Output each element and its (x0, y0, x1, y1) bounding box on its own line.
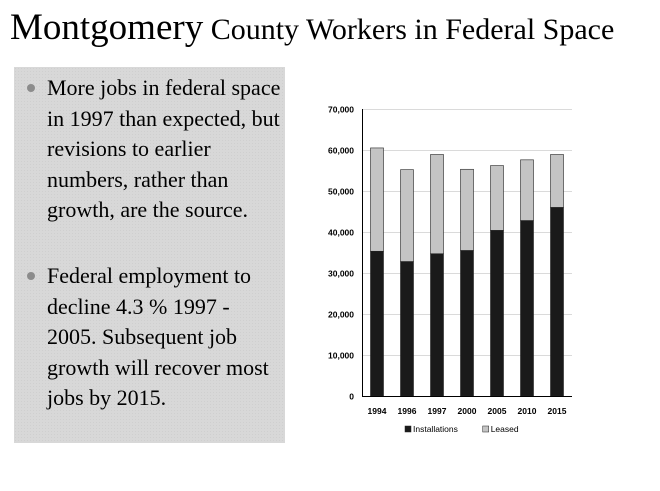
bar-installations-1994 (371, 251, 384, 396)
legend-swatch (405, 426, 411, 432)
x-tick-label: 2005 (487, 406, 507, 416)
bar-installations-2010 (521, 221, 534, 396)
slide-title-main: Montgomery (10, 7, 204, 48)
x-tick-label: 2000 (457, 406, 477, 416)
bar-installations-1997 (431, 254, 444, 396)
bar-installations-1996 (401, 262, 414, 396)
x-tick-label: 1994 (367, 406, 387, 416)
bar-leased-2000 (461, 169, 474, 250)
bar-installations-2000 (461, 250, 474, 396)
bar-leased-1994 (371, 148, 384, 251)
y-tick-label: 60,000 (328, 145, 354, 156)
y-tick-label: 20,000 (328, 309, 354, 320)
slide-title-rest: County Workers in Federal Space (203, 13, 615, 46)
bar-installations-2015 (551, 207, 564, 396)
x-tick-label: 2015 (547, 406, 567, 416)
slide-title (10, 6, 655, 52)
bullet-panel (14, 67, 285, 443)
bullet-text: More jobs in federal space in 1997 than expected, but revisions to earlier numbers, rather than growth, are the source. (47, 75, 281, 222)
y-tick-label: 70,000 (328, 104, 354, 115)
x-axis-tick-labels (368, 406, 567, 416)
x-tick-label: 1997 (427, 406, 447, 416)
bar-leased-1996 (401, 170, 414, 262)
legend-label: Leased (490, 424, 519, 434)
y-axis-tick-labels (328, 105, 354, 402)
bullet-dot-icon (27, 84, 35, 92)
bar-installations-2005 (491, 230, 504, 396)
y-tick-label: 30,000 (328, 268, 354, 279)
legend-swatch (483, 426, 489, 432)
y-tick-label: 50,000 (328, 186, 354, 197)
y-tick-label: 0 (349, 391, 354, 402)
chart-legend (405, 424, 519, 434)
legend-label: Installations (413, 424, 458, 434)
y-tick-label: 40,000 (328, 227, 354, 238)
stacked-bar-chart (300, 95, 585, 455)
y-tick-label: 10,000 (328, 350, 354, 361)
bullet-dot-icon (27, 272, 35, 280)
bullet-item (47, 261, 282, 414)
bar-leased-2015 (551, 155, 564, 208)
bullet-text: Federal employment to decline 4.3 % 1997 - 2005. Subsequent job growth will recover most jobs by 2015. (47, 263, 269, 410)
bar-leased-2010 (521, 160, 534, 221)
chart-bars (371, 148, 564, 396)
bullet-item (47, 73, 282, 226)
bar-leased-2005 (491, 166, 504, 231)
bar-leased-1997 (431, 155, 444, 254)
x-tick-label: 1996 (397, 406, 417, 416)
x-tick-label: 2010 (517, 406, 537, 416)
